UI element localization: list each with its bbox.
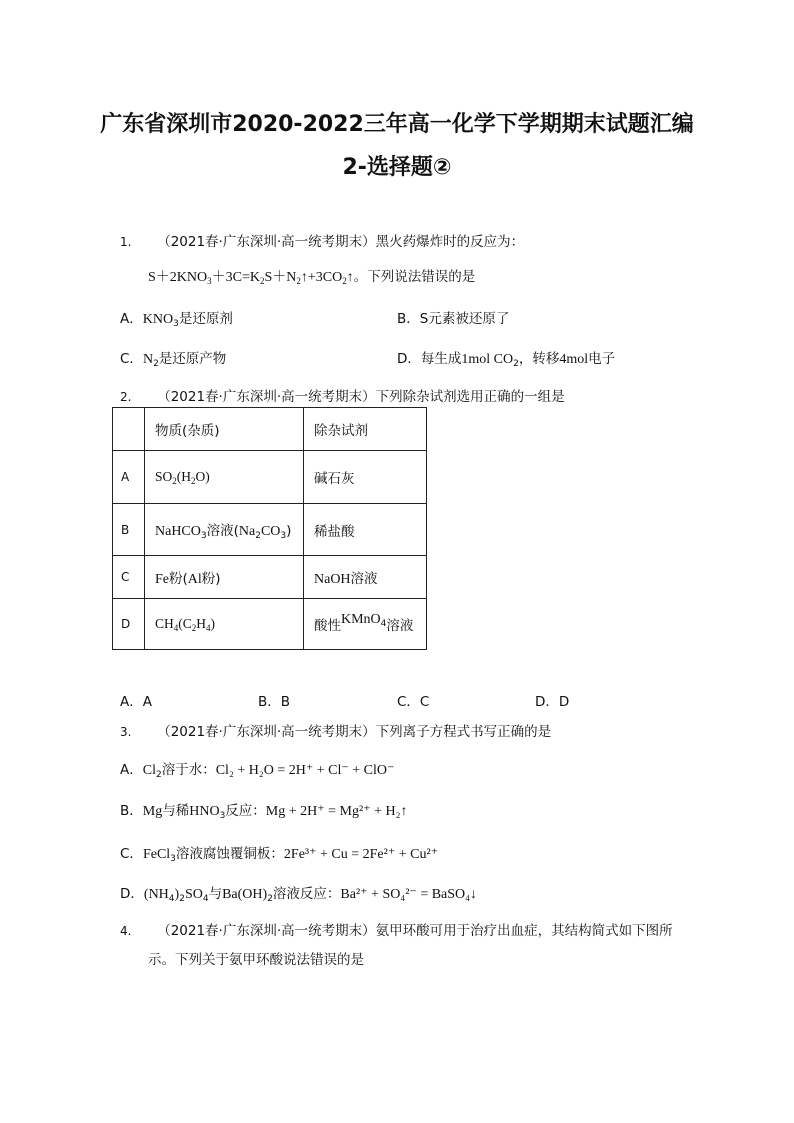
question-1-stem: 1. （2021春·广东深圳·高一统考期末）黑火药爆炸时的反应为： <box>120 234 525 250</box>
impurity-table <box>112 407 427 650</box>
q1-option-d[interactable]: D．每生成1mol $CO_2$，转移4mol电子 <box>397 351 616 369</box>
page-subtitle: 2-选择题② <box>342 155 452 180</box>
question-number: 1. <box>120 235 132 249</box>
q2-option-b[interactable]: B．B <box>258 694 291 710</box>
q2-option-d[interactable]: D．D <box>535 694 570 710</box>
table-header-cell: 物质(杂质) <box>145 408 304 451</box>
question-4-stem: 4. （2021春·广东深圳·高一统考期末）氨甲环酸可用于治疗出血症，其结构简式如下图所 <box>120 923 673 939</box>
table-row: D $CH_4(C_2H_4)$ 酸性KMnO$_4$溶液 <box>113 599 427 650</box>
q2-option-a[interactable]: A．A <box>120 694 152 710</box>
table-row: A $SO_2(H_2O)$ 碱石灰 <box>113 451 427 504</box>
q3-option-a[interactable]: A．$Cl_2$溶于水：Cl₂ + H₂O = 2H⁺ + Cl⁻ + ClO⁻ <box>120 762 395 780</box>
question-source: （2021春·广东深圳·高一统考期末） <box>157 234 376 250</box>
table-header-row <box>113 408 427 451</box>
q3-option-b[interactable]: B．Mg与稀$HNO_3$反应：Mg + 2H⁺ = Mg²⁺ + H₂↑ <box>120 803 408 821</box>
q3-option-d[interactable]: D．$(NH_4)_2SO_4$与$Ba(OH)_2$溶液反应：Ba²⁺ + SO₄²⁻ = BaSO₄↓ <box>120 886 478 904</box>
table-header-cell: 除杂试剂 <box>304 408 427 451</box>
question-4-stem-continued: 示。下列关于氨甲环酸说法错误的是 <box>148 952 364 968</box>
q2-option-c[interactable]: C．C <box>397 694 430 710</box>
question-2-stem: 2. （2021春·广东深圳·高一统考期末）下列除杂试剂选用正确的一组是 <box>120 389 565 405</box>
table-row: C Fe粉(Al粉) NaOH溶液 <box>113 556 427 599</box>
question-1-equation: $S+2KNO_3+3C=K_2S+N_2↑+3CO_2↑$。下列说法错误的是 <box>148 269 476 286</box>
table-header-cell <box>113 408 145 451</box>
q1-option-a[interactable]: A．$KNO_3$是还原剂 <box>120 311 233 329</box>
table-row: B NaHCO$_3$溶液$(Na_2CO_3)$ 稀盐酸 <box>113 504 427 556</box>
q3-option-c[interactable]: C．FeCl$_3$溶液腐蚀覆铜板：2Fe³⁺ + Cu = 2Fe²⁺ + Cu²⁺ <box>120 846 439 864</box>
q1-option-c[interactable]: C．$N_2$是还原产物 <box>120 351 227 369</box>
q1-option-b[interactable]: B．S元素被还原了 <box>397 311 510 327</box>
page-title: 广东省深圳市2020-2022三年高一化学下学期期末试题汇编 <box>100 112 694 137</box>
question-3-stem: 3. （2021春·广东深圳·高一统考期末）下列离子方程式书写正确的是 <box>120 724 552 740</box>
